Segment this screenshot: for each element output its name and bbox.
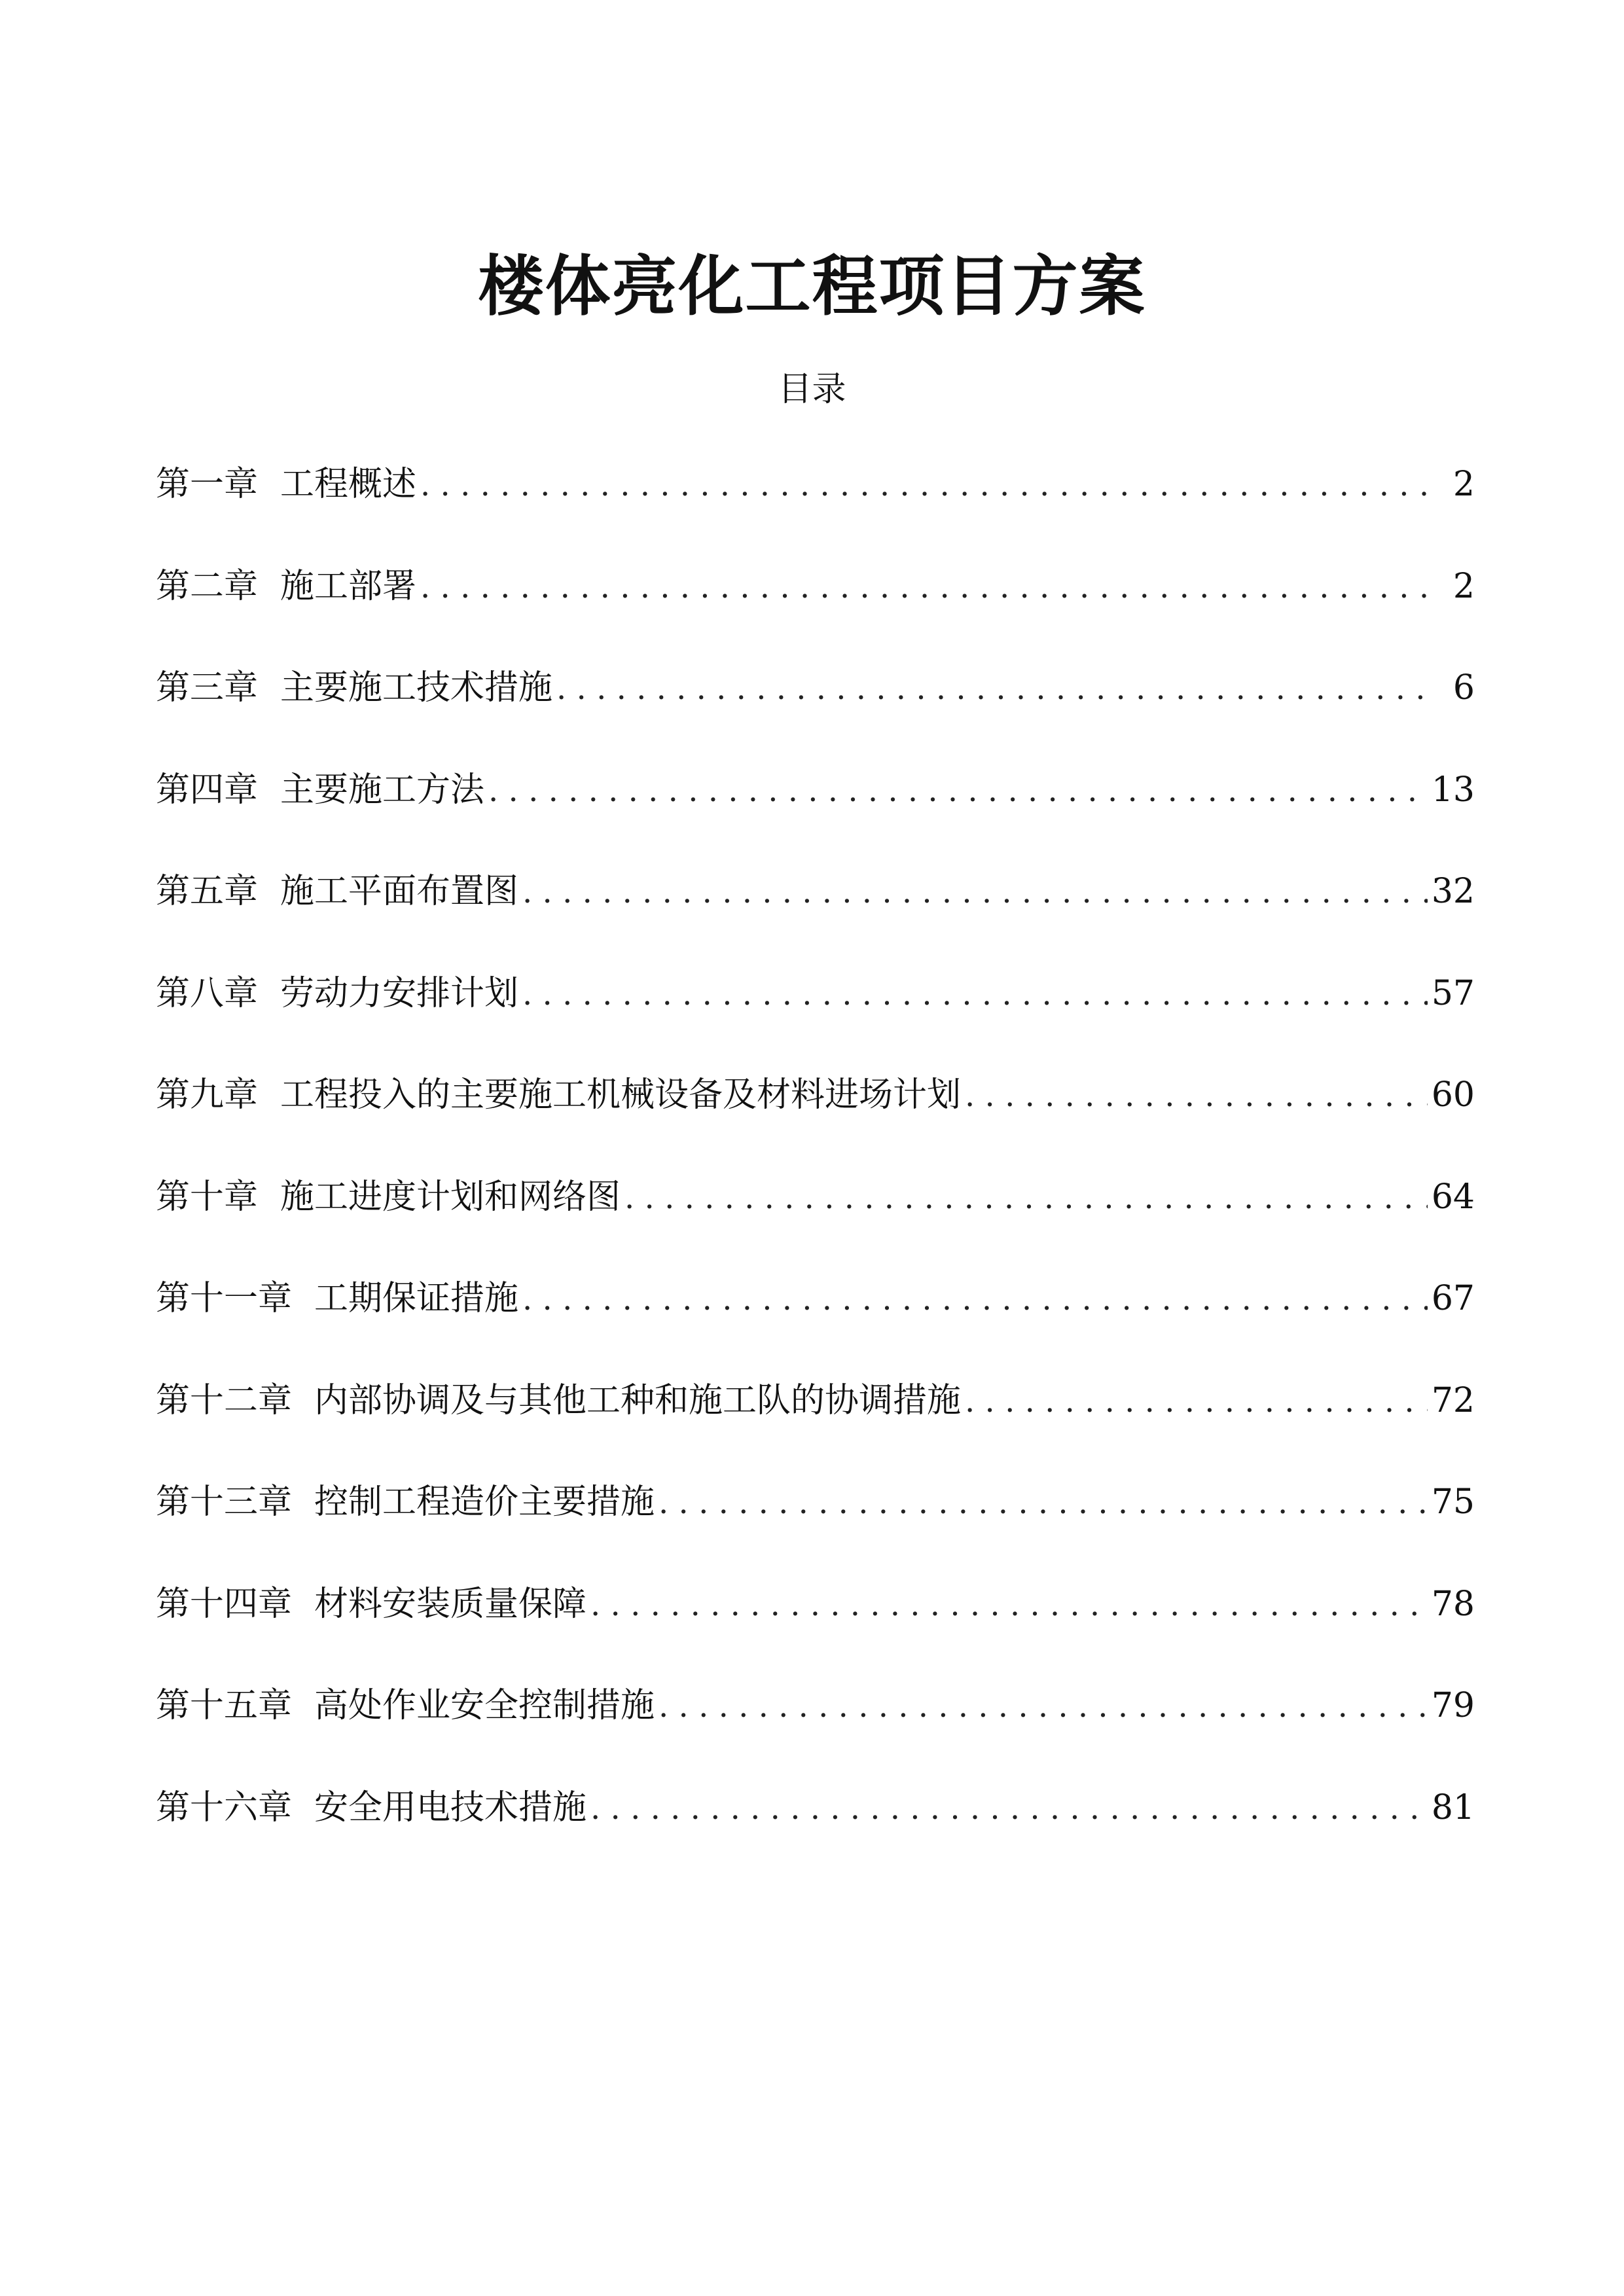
- toc-chapter-title: 工期保证措施: [314, 1279, 519, 1318]
- toc-dot-leader: [965, 1378, 1428, 1424]
- toc-chapter-title: 高处作业安全控制措施: [314, 1686, 655, 1725]
- toc-dot-leader: [522, 1276, 1428, 1322]
- toc-dot-leader: [965, 1073, 1428, 1119]
- toc-entry[interactable]: [156, 564, 1475, 666]
- toc-dot-leader: [420, 564, 1433, 610]
- toc-entry[interactable]: [156, 971, 1475, 1073]
- toc-chapter-title: 施工部署: [280, 566, 417, 606]
- toc-chapter-number: 第八章: [156, 973, 259, 1013]
- toc-chapter-number: 第十章: [156, 1177, 259, 1217]
- toc-entry[interactable]: [156, 665, 1475, 767]
- toc-chapter-number: 第四章: [156, 770, 259, 810]
- toc-heading: 目录: [778, 370, 846, 409]
- toc-entry[interactable]: [156, 1785, 1475, 1887]
- toc-chapter-number: 第十三章: [156, 1482, 293, 1522]
- toc-entry[interactable]: [156, 1072, 1475, 1174]
- toc-entry[interactable]: [156, 1378, 1475, 1480]
- toc-dot-leader: [590, 1582, 1428, 1628]
- toc-chapter-number: 第一章: [156, 465, 259, 504]
- toc-page-number: 13: [1431, 770, 1475, 810]
- toc-chapter-number: 第十五章: [156, 1686, 293, 1725]
- toc-page-number: 67: [1431, 1279, 1475, 1318]
- toc-dot-leader: [659, 1683, 1428, 1729]
- toc-chapter-title: 主要施工方法: [280, 770, 485, 810]
- toc-entry[interactable]: [156, 461, 1475, 564]
- toc-page-number: 81: [1431, 1787, 1475, 1827]
- toc-page-number: 2: [1453, 566, 1475, 606]
- toc-dot-leader: [590, 1785, 1428, 1831]
- toc-dot-leader: [488, 768, 1428, 814]
- toc-page-number: 79: [1431, 1686, 1475, 1725]
- toc-chapter-title: 内部协调及与其他工种和施工队的协调措施: [314, 1380, 962, 1420]
- toc-page-number: 32: [1431, 872, 1475, 911]
- toc-page-number: 57: [1431, 973, 1475, 1013]
- toc-dot-leader: [624, 1175, 1428, 1221]
- toc-entry[interactable]: [156, 1683, 1475, 1785]
- table-of-contents: [156, 461, 1475, 1886]
- toc-chapter-title: 工程投入的主要施工机械设备及材料进场计划: [280, 1075, 962, 1115]
- toc-page-number: 78: [1431, 1584, 1475, 1624]
- toc-chapter-number: 第五章: [156, 872, 259, 911]
- toc-chapter-number: 第十六章: [156, 1787, 293, 1827]
- toc-chapter-number: 第二章: [156, 566, 259, 606]
- toc-chapter-title: 施工平面布置图: [280, 872, 519, 911]
- toc-page-number: 75: [1431, 1482, 1475, 1522]
- toc-chapter-number: 第九章: [156, 1075, 259, 1115]
- toc-entry[interactable]: [156, 1581, 1475, 1683]
- toc-entry[interactable]: [156, 1479, 1475, 1581]
- toc-dot-leader: [659, 1480, 1428, 1526]
- toc-chapter-title: 主要施工技术措施: [280, 668, 553, 708]
- toc-dot-leader: [522, 971, 1428, 1017]
- toc-entry[interactable]: [156, 869, 1475, 971]
- toc-dot-leader: [420, 462, 1433, 508]
- toc-entry[interactable]: [156, 1174, 1475, 1276]
- toc-dot-leader: [522, 869, 1428, 915]
- toc-page-number: 2: [1453, 465, 1475, 504]
- toc-chapter-number: 第三章: [156, 668, 259, 708]
- toc-chapter-title: 控制工程造价主要措施: [314, 1482, 655, 1522]
- toc-chapter-title: 施工进度计划和网络图: [280, 1177, 621, 1217]
- toc-chapter-number: 第十四章: [156, 1584, 293, 1624]
- toc-entry[interactable]: [156, 1276, 1475, 1378]
- toc-page-number: 60: [1431, 1075, 1475, 1115]
- toc-chapter-title: 劳动力安排计划: [280, 973, 519, 1013]
- toc-chapter-number: 第十二章: [156, 1380, 293, 1420]
- toc-chapter-number: 第十一章: [156, 1279, 293, 1318]
- toc-chapter-title: 安全用电技术措施: [314, 1787, 587, 1827]
- document-title: 楼体亮化工程项目方案: [478, 247, 1146, 325]
- toc-chapter-title: 工程概述: [280, 465, 417, 504]
- toc-page-number: 64: [1431, 1177, 1475, 1217]
- toc-entry[interactable]: [156, 767, 1475, 869]
- toc-page-number: 6: [1453, 668, 1475, 708]
- toc-page-number: 72: [1431, 1380, 1475, 1420]
- toc-dot-leader: [556, 666, 1433, 711]
- toc-chapter-title: 材料安装质量保障: [314, 1584, 587, 1624]
